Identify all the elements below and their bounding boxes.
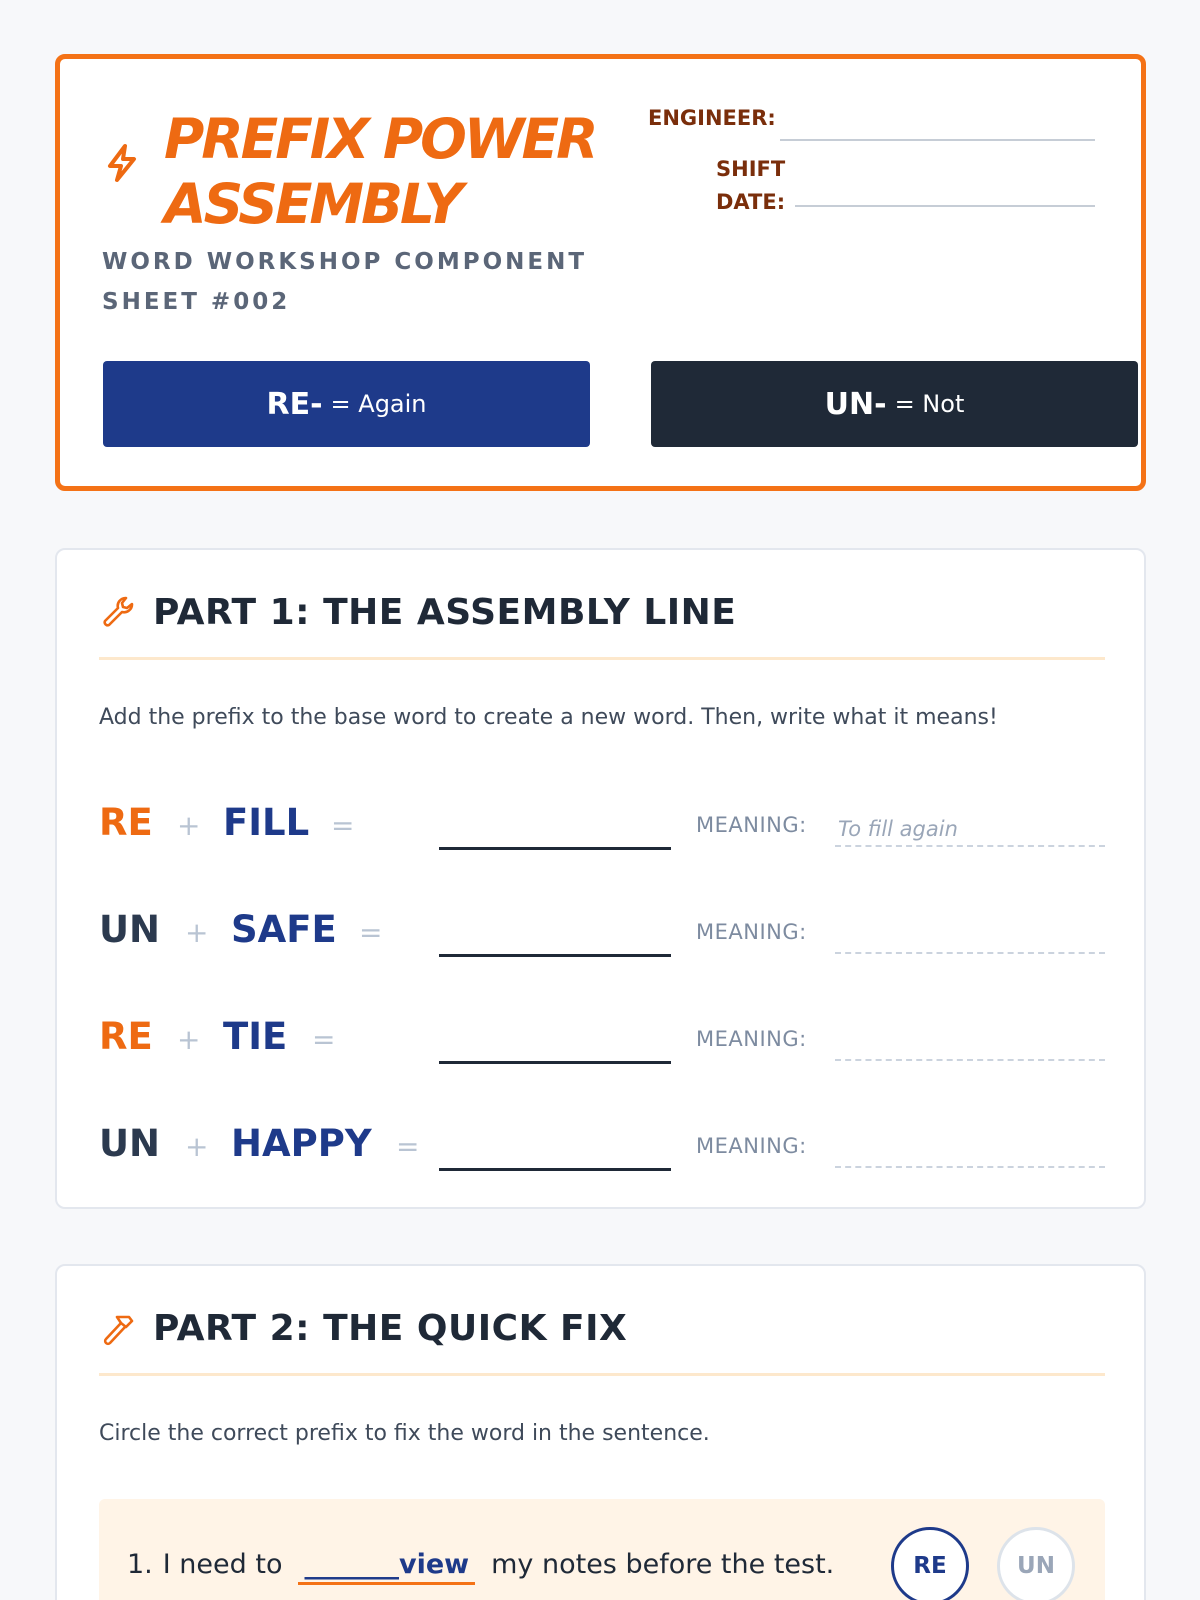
part2-instruction: Circle the correct prefix to fix the word in the sentence. [99,1421,710,1446]
option-re[interactable]: RE [891,1527,969,1600]
engineer-field[interactable] [780,139,1095,141]
part1-heading [99,592,736,633]
row-base-word: HAPPY [231,1122,372,1165]
part2-section [55,1264,1146,1600]
prefix-card-re [103,361,590,447]
sentence-end: my notes before the test. [491,1549,835,1580]
item-number: 1. [127,1549,153,1580]
part2-heading [99,1308,627,1349]
meaning-field[interactable] [835,920,1105,954]
meaning-label: MEANING: [696,1027,807,1051]
prefix-card-un [651,361,1138,447]
meaning-label: MEANING: [696,1134,807,1158]
prefix-card-un-prefix: UN- [824,386,887,422]
assembly-row [99,1009,1105,1069]
plus-sign: + [177,809,201,842]
equals-sign: = [312,1023,336,1056]
meaning-field[interactable]: To fill again [835,813,1105,847]
equals-sign: = [396,1130,420,1163]
equals-sign: = [331,809,355,842]
answer-blank[interactable] [439,1168,671,1171]
page-subtitle: WORD WORKSHOP COMPONENT SHEET #002 [102,249,588,315]
plus-sign: + [185,1130,209,1163]
prefix-card-re-definition: = Again [330,390,427,418]
row-base-word: TIE [223,1015,288,1058]
row-prefix: UN [99,1122,161,1165]
header-card [55,54,1146,491]
part1-section [55,548,1146,1209]
engineer-label: ENGINEER: [648,106,776,130]
prefix-card-re-prefix: RE- [266,386,323,422]
answer-blank[interactable] [439,1061,671,1064]
plus-sign: + [185,916,209,949]
meaning-label: MEANING: [696,920,807,944]
row-base-word: FILL [223,801,310,844]
option-un[interactable]: UN [997,1527,1075,1600]
equals-sign: = [359,916,383,949]
part2-title: PART 2: THE QUICK FIX [153,1308,628,1349]
part1-divider [99,657,1105,660]
part1-title: PART 1: THE ASSEMBLY LINE [153,592,737,633]
meaning-field[interactable] [835,1134,1105,1168]
meaning-label: MEANING: [696,813,807,837]
page-title: PREFIX POWER ASSEMBLY [164,107,596,236]
answer-blank[interactable] [439,954,671,957]
wrench-icon [99,593,139,633]
row-prefix: RE [99,1015,153,1058]
assembly-row [99,902,1105,962]
sentence-start: I need to [162,1549,283,1580]
shift-date-field[interactable] [795,205,1095,207]
assembly-row [99,1116,1105,1176]
row-prefix: RE [99,801,153,844]
answer-blank[interactable] [439,847,671,850]
plus-sign: + [177,1023,201,1056]
shift-date-label: SHIFT DATE: [716,157,786,214]
hammer-icon [99,1309,139,1349]
quick-fix-item [99,1499,1105,1600]
meaning-field[interactable] [835,1027,1105,1061]
part2-divider [99,1373,1105,1376]
prefix-card-un-definition: = Not [894,390,965,418]
word-blank[interactable]: _______view [298,1549,475,1585]
quick-fix-sentence [127,1549,834,1585]
assembly-row [99,795,1105,855]
row-base-word: SAFE [231,908,337,951]
row-prefix: UN [99,908,161,951]
part1-instruction: Add the prefix to the base word to create a new word. Then, write what it means! [99,705,998,730]
lightning-bolt-icon [102,143,142,183]
